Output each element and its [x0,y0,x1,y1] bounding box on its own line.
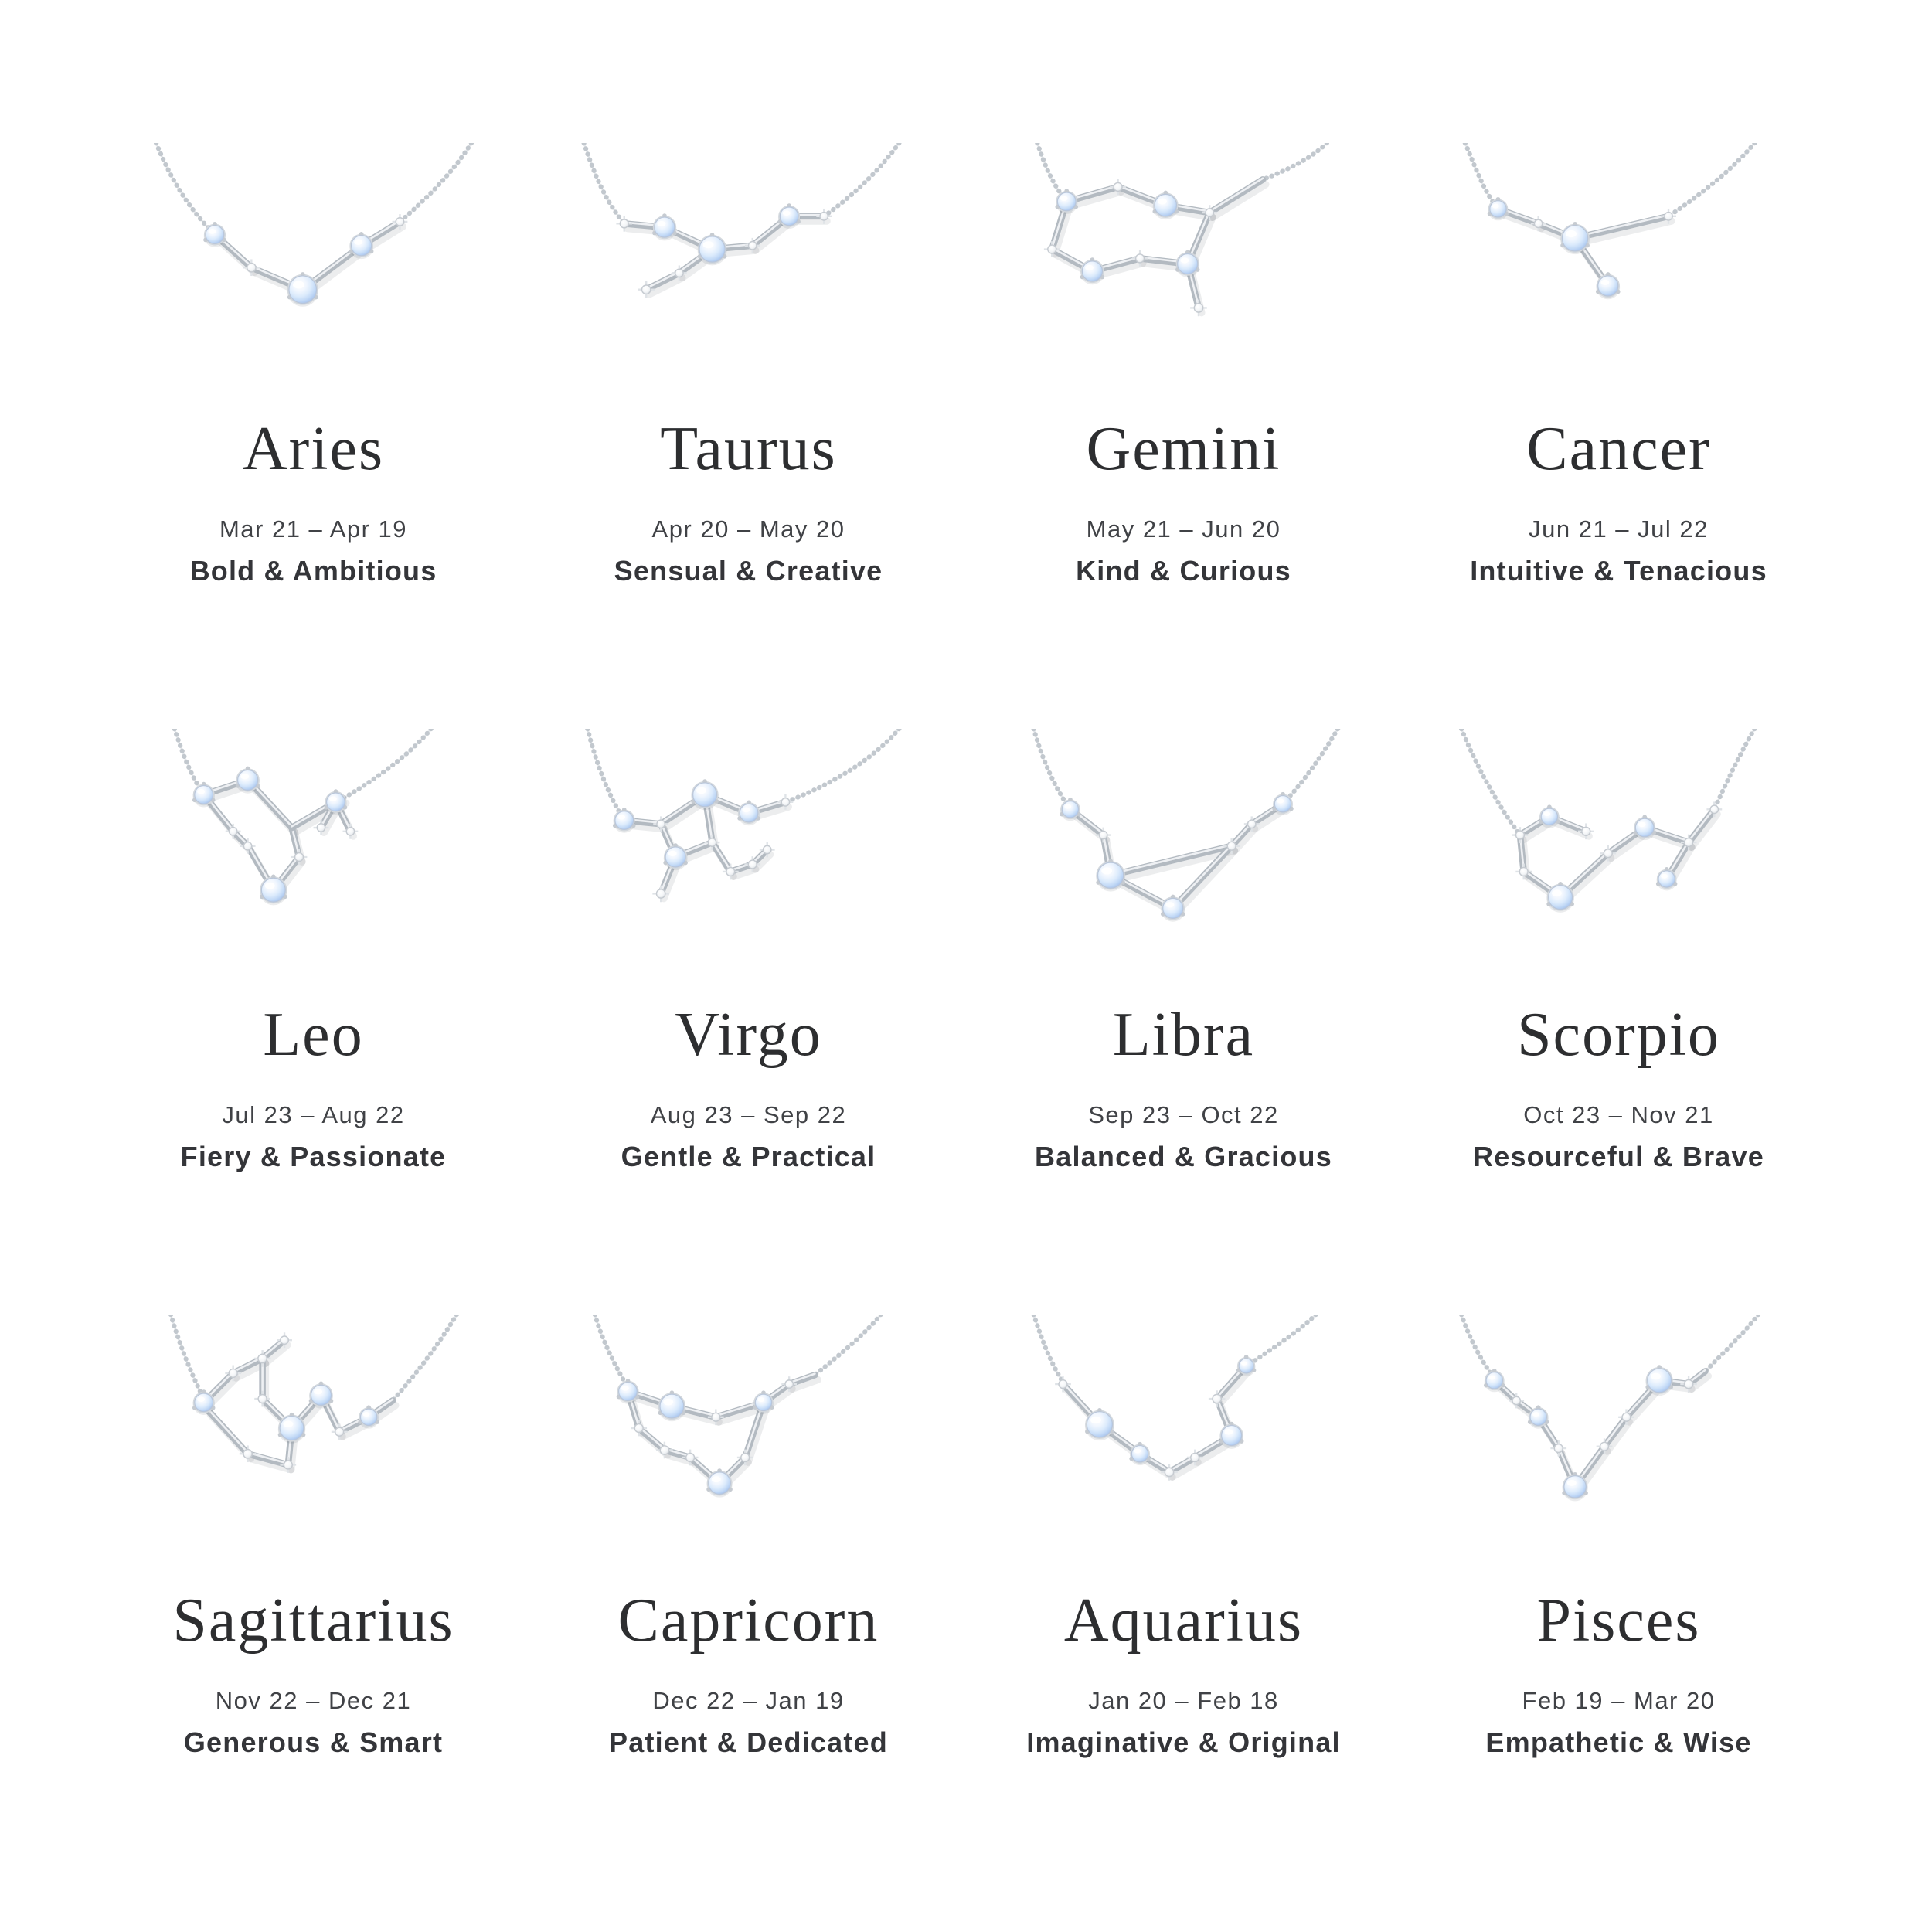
zodiac-card-leo [96,729,531,1315]
virgo-constellation-necklace-image [556,729,942,985]
pisces-constellation-necklace-image [1426,1315,1812,1571]
sign-traits: Fiery & Passionate [180,1141,447,1172]
libra-constellation-necklace-image [991,729,1377,985]
sign-traits: Intuitive & Tenacious [1470,555,1767,587]
sign-traits: Bold & Ambitious [189,555,437,587]
sign-name: Pisces [1536,1587,1701,1655]
sign-date-range: Mar 21 – Apr 19 [219,515,408,543]
sign-name: Aries [242,415,385,483]
sign-date-range: Oct 23 – Nov 21 [1523,1101,1714,1128]
sign-date-range: Jul 23 – Aug 22 [222,1101,405,1128]
sign-date-range: Jun 21 – Jul 22 [1529,515,1709,543]
sign-name: Gemini [1086,415,1281,483]
zodiac-grid [96,143,1836,1900]
zodiac-card-gemini [966,143,1401,729]
gemini-constellation-necklace-image [991,143,1377,400]
sign-date-range: Feb 19 – Mar 20 [1522,1687,1716,1714]
sign-traits: Kind & Curious [1076,555,1291,587]
sign-name: Taurus [660,415,837,483]
sign-traits: Balanced & Gracious [1035,1141,1332,1172]
zodiac-card-capricorn [531,1315,966,1900]
sign-date-range: Dec 22 – Jan 19 [652,1687,845,1714]
sign-traits: Sensual & Creative [614,555,883,587]
zodiac-card-pisces [1401,1315,1836,1900]
sign-name: Scorpio [1517,1001,1720,1069]
zodiac-card-sagittarius [96,1315,531,1900]
sagittarius-constellation-necklace-image [121,1315,507,1571]
zodiac-card-aries [96,143,531,729]
sign-date-range: Jan 20 – Feb 18 [1088,1687,1279,1714]
sign-name: Libra [1112,1001,1255,1069]
sign-traits: Imaginative & Original [1026,1726,1341,1758]
aquarius-constellation-necklace-image [991,1315,1377,1571]
scorpio-constellation-necklace-image [1426,729,1812,985]
leo-constellation-necklace-image [121,729,507,985]
aries-constellation-necklace-image [121,143,507,400]
sign-traits: Generous & Smart [183,1726,444,1758]
zodiac-card-taurus [531,143,966,729]
sign-name: Capricorn [617,1587,879,1655]
sign-date-range: Nov 22 – Dec 21 [215,1687,412,1714]
sign-name: Cancer [1526,415,1711,483]
zodiac-card-aquarius [966,1315,1401,1900]
taurus-constellation-necklace-image [556,143,942,400]
sign-date-range: Apr 20 – May 20 [651,515,845,543]
sign-traits: Empathetic & Wise [1485,1726,1752,1758]
zodiac-card-virgo [531,729,966,1315]
sign-date-range: Sep 23 – Oct 22 [1088,1101,1279,1128]
zodiac-card-cancer [1401,143,1836,729]
sign-name: Sagittarius [172,1587,454,1655]
sign-date-range: Aug 23 – Sep 22 [650,1101,847,1128]
capricorn-constellation-necklace-image [556,1315,942,1571]
sign-name: Leo [263,1001,364,1069]
sign-traits: Resourceful & Brave [1473,1141,1764,1172]
cancer-constellation-necklace-image [1426,143,1812,400]
zodiac-card-libra [966,729,1401,1315]
sign-name: Aquarius [1063,1587,1304,1655]
sign-traits: Gentle & Practical [621,1141,876,1172]
zodiac-card-scorpio [1401,729,1836,1315]
sign-traits: Patient & Dedicated [609,1726,888,1758]
sign-name: Virgo [675,1001,822,1069]
sign-date-range: May 21 – Jun 20 [1086,515,1281,543]
